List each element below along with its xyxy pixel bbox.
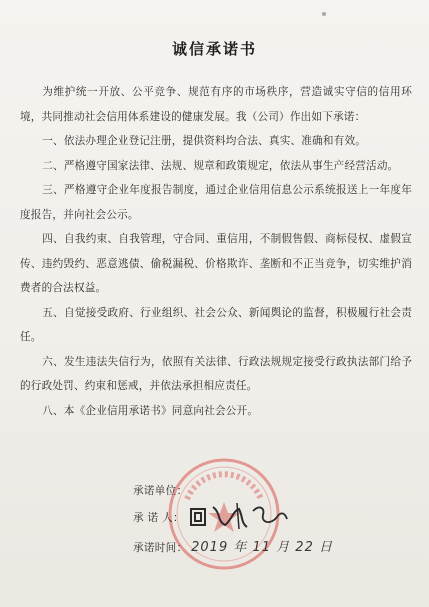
- clause-6: 六、发生违法失信行为，依照有关法律、行政法规规定接受行政执法部门给予的行政处罚、约束和惩戒，并依法承担相应责任。: [20, 355, 412, 392]
- person-label: 承 诺 人：: [133, 512, 184, 524]
- clause-2: 二、严格遵守国家法律、法规、规章和政策规定，依法从事生产经营活动。: [42, 159, 399, 172]
- signed-date: 2019 年 11 月 22 日: [191, 540, 333, 555]
- handwritten-signature-icon: [187, 503, 307, 531]
- clause-5: 五、自觉接受政府、行业组织、社会公众、新闻舆论的监督，积极履行社会责任。: [20, 306, 412, 343]
- signature-person-row: [133, 510, 184, 525]
- paper-speck: [322, 12, 326, 16]
- clause-4: 四、自我约束、自我管理，守合同、重信用，不制假售假、商标侵权、虚假宣传、违约毁约、恶意逃债、偷税漏税、价格欺诈、垄断和不正当竞争，切实维护消费者的合法权益。: [20, 233, 412, 294]
- clause-1: 一、依法办理企业登记注册，提供资料均合法、真实、准确和有效。: [42, 135, 367, 147]
- signature-date-row: [133, 536, 333, 555]
- signature-unit-row: [133, 483, 187, 498]
- date-label: 承诺时间：: [133, 542, 188, 554]
- document-title: 诚信承诺书: [171, 40, 257, 58]
- clause-8: 八、本《企业信用承诺书》同意向社会公开。: [42, 404, 259, 417]
- unit-label: 承诺单位：: [133, 485, 188, 497]
- clause-3: 三、严格遵守企业年度报告制度，通过企业信用信息公示系统报送上一年度年度报告，并向社会公示。: [20, 184, 412, 221]
- intro-paragraph: 为维护统一开放、公平竞争、规范有序的市场秩序，营造诚实守信的信用环境，共同推动社会信用体系建设的健康发展。我（公司）作出如下承诺：: [20, 86, 412, 123]
- document-body: [20, 80, 412, 423]
